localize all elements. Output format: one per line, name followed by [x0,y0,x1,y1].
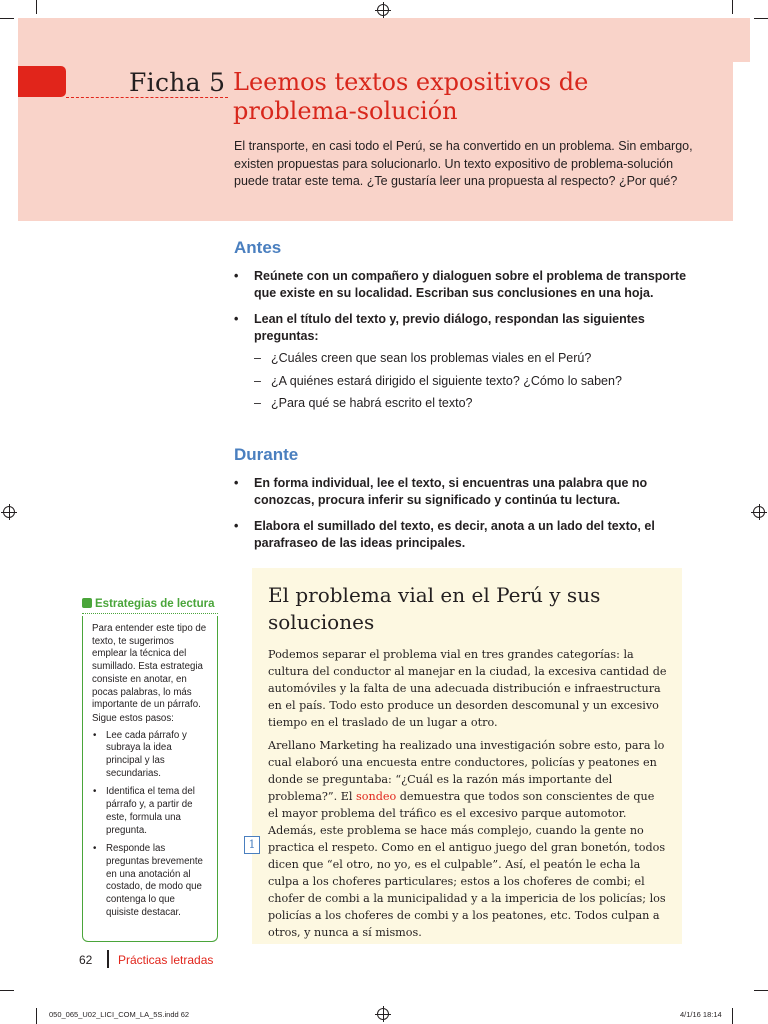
list-item: • Lean el título del texto y, previo diálogo, respondan las siguientes preguntas: – ¿Cuáles creen que sean los problemas viales en el Perú? – ¿A quiénes estará dirigido el siguiente texto? ¿Cómo lo saben? – ¿Para qué se habrá escrito el texto? [232,311,692,412]
page-title: Leemos textos expositivos de problema-solución [233,68,589,125]
durante-list [232,475,692,561]
list-item-text: Elabora el sumillado del texto, es decir, anota a un lado del texto, el parafraseo de las ideas principales. [254,519,655,550]
print-slug-filename: 050_065_U02_LICI_COM_LA_5S.indd 62 [49,1010,190,1019]
sidebar-step-text: Identifica el tema del párrafo y, a partir de este, formula una pregunta. [106,786,195,836]
header-band [18,18,750,62]
sidebar-step: • Responde las preguntas brevemente en una anotación al costado, de modo que contenga lo que quisiste destacar. [93,843,203,918]
crop-mark [0,18,14,19]
sidebar-step: • Lee cada párrafo y subraya la idea principal y las secundarias. [93,729,187,779]
article-title: El problema vial en el Perú y sus soluciones [268,583,601,634]
crop-mark [754,990,768,991]
page-number: 62 [79,953,93,967]
registration-mark-icon [753,506,765,518]
list-item: • Reúnete con un compañero y dialoguen sobre el problema de transporte que existe en su localidad. Escriban sus conclusiones en una hoja. [234,269,687,300]
sub-list-item-text: ¿A quiénes estará dirigido el siguiente texto? ¿Cómo lo saben? [271,373,622,388]
crop-mark [36,1008,37,1024]
article-text: demuestra que todos son conscientes de que el mayor problema del tráfico es el excesivo parque automotor. Además, este problema se hace más complejo, cuando la gente no practica el respeto. Como en el antiguo juego del gran bonetón, todos dicen que “el otro, no yo, es el culpable”. Así, el peatón le echa la culpa a los choferes particulares; estos a los choferes de combi; el chofer de combi a la municipalidad y a la impericia de los policías; los policías a los choferes de combi y a los peatones, etc. Todos culpan a otros, y nunca a sí mismos. [268,790,666,939]
crop-mark [36,0,37,14]
list-item: • Elabora el sumillado del texto, es decir, anota a un lado del texto, el parafraseo de las ideas principales. [234,519,655,550]
section-heading-durante: Durante [234,445,299,464]
sidebar-box [82,616,218,942]
paragraph-number-badge: 1 [244,836,260,854]
sidebar-divider [82,613,218,614]
list-item-text: En forma individual, lee el texto, si encuentras una palabra que no conozcas, procura inferir su significado y continúa tu lectura. [254,476,648,507]
sidebar-step: • Identifica el tema del párrafo y, a partir de este, formula una pregunta. [93,786,195,836]
crop-mark [732,0,733,14]
sidebar-step-text: Responde las preguntas brevemente en una anotación al costado, de modo que contenga lo que quisiste destacar. [106,843,203,918]
article-text: Arellano Marketing ha realizado una investigación sobre esto, para lo cual elaboró una encuesta entre conductores, policías y peatones en donde se preguntaba: “¿Cuál es la razón más importante del problema?”. El [268,739,665,803]
sidebar-step-text: Lee cada párrafo y subraya la idea principal y las secundarias. [106,729,187,779]
footer-divider [107,950,109,968]
ficha-label: Ficha 5 [129,68,226,97]
sub-list-item-text: ¿Cuáles creen que sean los problemas viales en el Perú? [271,351,592,365]
registration-mark-icon [377,4,389,16]
sidebar-heading-text: Estrategias de lectura [95,598,215,610]
sidebar-paragraph: Para entender este tipo de texto, te sugerimos emplear la técnica del sumillado. Esta estrategia consiste en anotar, en pocas palabras, lo más importante de un párrafo. [92,623,207,711]
ficha-tab-marker [18,66,66,97]
sub-list-item: – ¿A quiénes estará dirigido el siguiente texto? ¿Cómo lo saben? [254,373,622,388]
print-slug-date: 4/1/16 18:14 [680,1010,722,1019]
sub-list-item: – ¿Cuáles creen que sean los problemas viales en el Perú? [254,351,592,365]
sidebar-paragraph: Sigue estos pasos: [92,712,174,724]
ficha-dashed-line [66,97,228,98]
article-paragraph: Podemos separar el problema vial en tres grandes categorías: la cultura del conductor al manejar en la ciudad, la excesiva cantidad de automóviles y la falta de una adecuada distribución e infraestructura en el país. Todo esto produce un desorden descomunal y un excesivo tiempo en el traslado de un lugar a otro. [268,648,667,729]
highlighted-word: sondeo [356,790,397,803]
article-paragraph [268,737,668,941]
sidebar-heading [82,598,215,610]
crop-mark [754,18,768,19]
sub-list-item-text: ¿Para qué se habrá escrito el texto? [271,396,473,410]
list-item-text: Reúnete con un compañero y dialoguen sobre el problema de transporte que existe en su localidad. Escriban sus conclusiones en una hoja. [254,269,687,300]
list-item: • En forma individual, lee el texto, si encuentras una palabra que no conozcas, procura inferir su significado y continúa tu lectura. [234,476,648,507]
sidebar-bullet-icon [82,598,92,608]
sidebar-steps [92,730,209,920]
intro-paragraph: El transporte, en casi todo el Perú, se ha convertido en un problema. Sin embargo, existen propuestas para solucionarlo. Un texto expositivo de problema-solución puede tratar este tema. ¿Te gustaría leer una propuesta al respecto? ¿Por qué? [234,139,693,188]
registration-mark-icon [3,506,15,518]
crop-mark [732,1008,733,1024]
antes-list [232,268,692,422]
registration-mark-icon [377,1008,389,1020]
crop-mark [0,990,14,991]
list-item-text: Lean el título del texto y, previo diálogo, respondan las siguientes preguntas: [254,312,645,343]
section-heading-antes: Antes [234,238,282,257]
book-title: Prácticas letradas [118,953,214,967]
article-body [268,646,668,947]
sub-list-item: – ¿Para qué se habrá escrito el texto? [254,396,473,410]
sub-list [254,350,692,412]
